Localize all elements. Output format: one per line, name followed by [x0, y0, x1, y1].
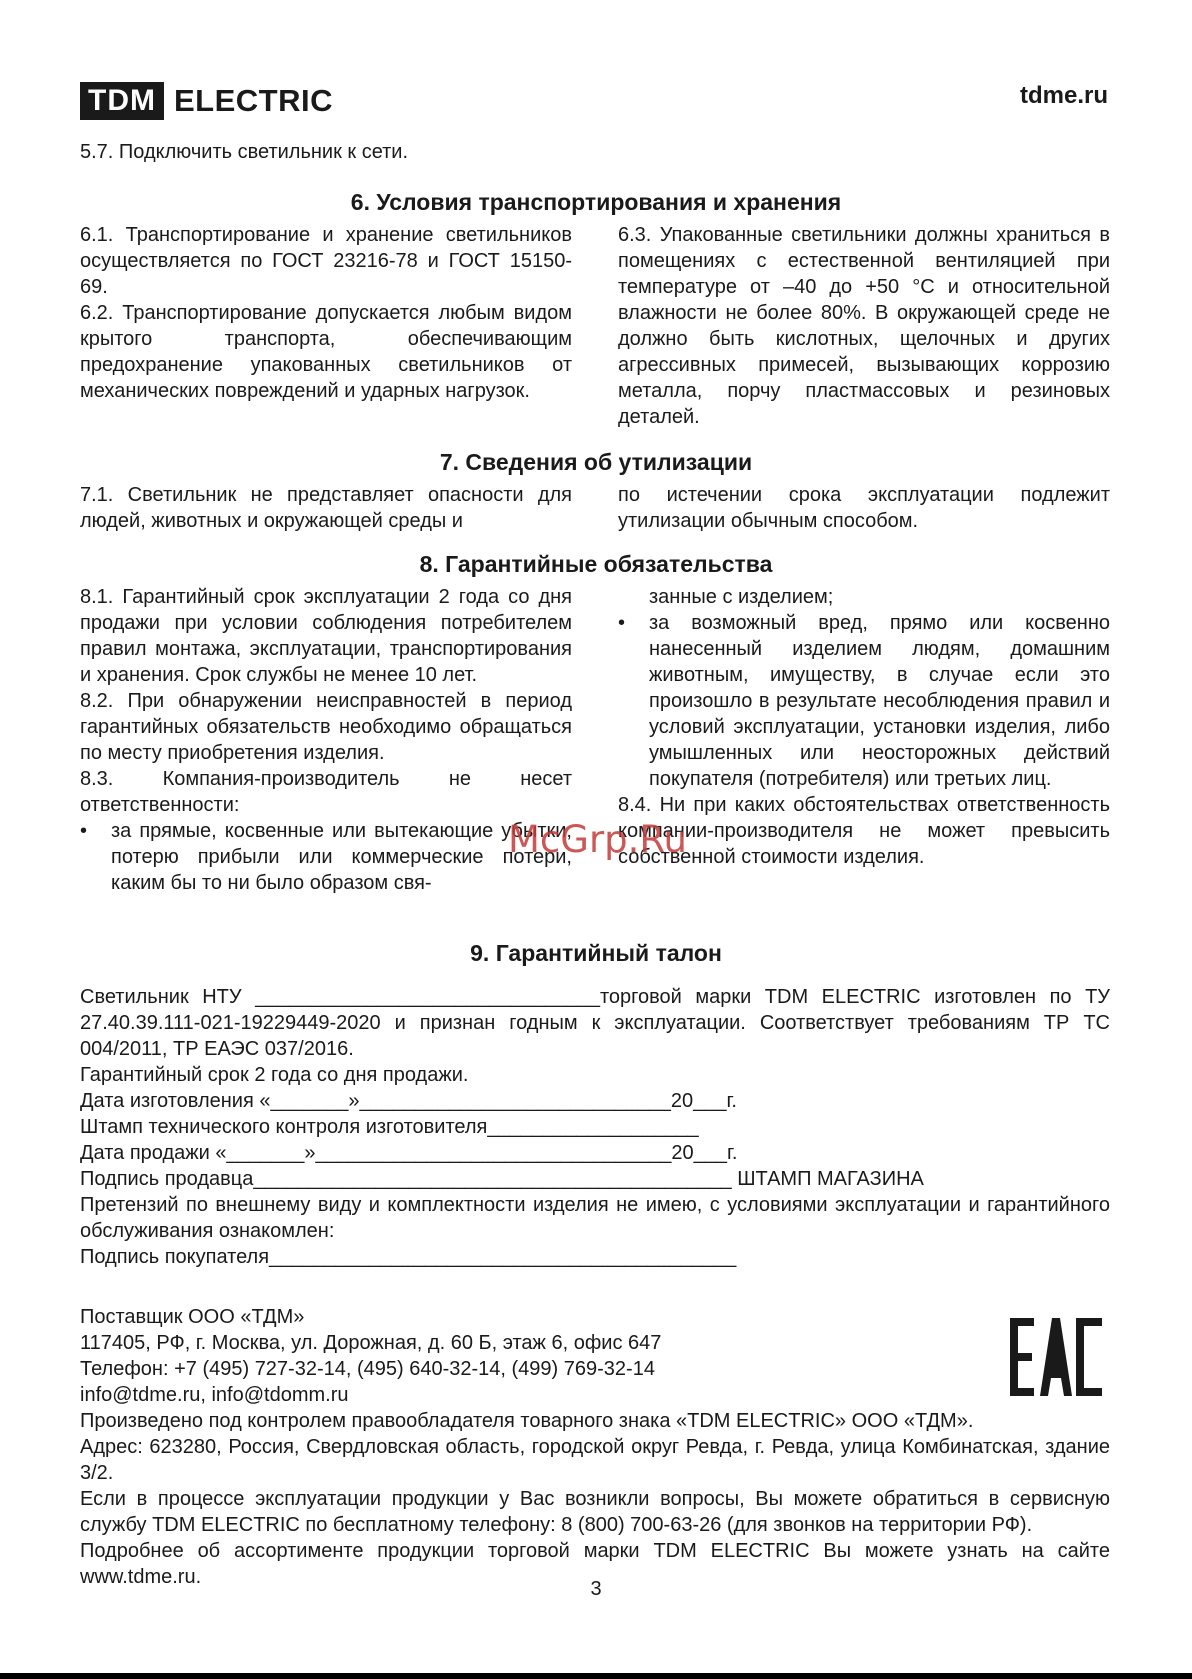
section-9-title: 9. Гарантийный талон [470, 940, 722, 966]
section-7-right-column [618, 482, 1110, 534]
eac-mark-icon [1010, 1318, 1102, 1396]
bottom-border [0, 1673, 1192, 1679]
produced-under: Произведено под контролем правообладателя товарного знака «TDM ELECTRIC» ООО «ТДМ». [80, 1410, 974, 1432]
section-8-title: 8. Гарантийные обязательства [419, 551, 773, 577]
production-address: Адрес: 623280, Россия, Свердловская область, городской округ Ревда, г. Ревда, улица Комбинатская, здание 3/2. [80, 1436, 1110, 1484]
logo-box: TDM [80, 82, 164, 120]
supplier-info [80, 1304, 1110, 1590]
para-8-2: 8.2. При обнаружении неисправностей в период гарантийных обязательств необходимо обращаться по месту приобретения изделия. [80, 690, 572, 764]
manufacture-date-field: Дата изготовления «_______»____________________________20___г. [80, 1090, 737, 1112]
supplier-name: Поставщик ООО «ТДМ» [80, 1306, 305, 1328]
logo-text: ELECTRIC [173, 83, 333, 118]
warranty-intro: Светильник НТУ _______________________________торговой марки TDM ELECTRIC изготовлен по ТУ 27.40.39.111-021-19229449-2020 и признан годным к эксплуатации. Соответствует требованиям ТР ТС 004/2011, ТР ЕАЭС 037/2016. [80, 986, 1110, 1060]
para-6-3: 6.3. Упакованные светильники должны храниться в помещениях с естественной вентиляцией при температуре от –40 до +50 °С и относительной влажности не более 80%. В окружающей среде не должно быть кислотных, щелочных и других агрессивных примесей, вызывающих коррозию металла, порчу пластмассовых и резиновых деталей. [618, 224, 1110, 428]
supplier-address: 117405, РФ, г. Москва, ул. Дорожная, д. 60 Б, этаж 6, офис 647 [80, 1332, 662, 1354]
sale-date-field: Дата продажи «_______»________________________________20___г. [80, 1142, 738, 1164]
para-8-4: 8.4. Ни при каких обстоятельствах ответственность компании-производителя не может превысить собственной стоимости изделия. [618, 794, 1110, 868]
supplier-phone: Телефон: +7 (495) 727-32-14, (495) 640-32-14, (499) 769-32-14 [80, 1358, 655, 1380]
page-number: 3 [590, 1578, 602, 1600]
more-info: Подробнее об ассортименте продукции торговой марки TDM ELECTRIC Вы можете узнать на сайте www.tdme.ru. [80, 1540, 1110, 1588]
claims-statement: Претензий по внешнему виду и комплектности изделия не имею, с условиями эксплуатации и гарантийного обслуживания ознакомлен: [80, 1194, 1110, 1242]
supplier-email[interactable]: info@tdme.ru, info@tdomm.ru [80, 1384, 349, 1406]
para-7-1-part2: по истечении срока эксплуатации подлежит утилизации обычным способом. [618, 484, 1110, 532]
list-item: • за возможный вред, прямо или косвенно нанесенный изделием людям, домашним животным, имуществу, в случае если это произошло в результате несоблюдения правил и условий эксплуатации, установки изделия, либо умышленных или неосторожных действий покупателя (потребителя) или третьих лиц. [618, 610, 1110, 792]
service-info: Если в процессе эксплуатации продукции у Вас возникли вопросы, Вы можете обратиться в сервисную службу TDM ELECTRIC по бесплатному телефону: 8 (800) 700-63-26 (для звонков на территории РФ). [80, 1488, 1110, 1536]
warranty-period: Гарантийный срок 2 года со дня продажи. [80, 1064, 469, 1086]
list-item: • за прямые, косвенные или вытекающие убытки, потерю прибыли или коммерческие потери, каким бы то ни было образом свя- [80, 818, 572, 896]
para-8-3: 8.3. Компания-производитель не несет ответственности: [80, 768, 572, 816]
step-5-7: 5.7. Подключить светильник к сети. [80, 141, 409, 163]
buyer-signature-field: Подпись покупателя__________________________________________ [80, 1246, 737, 1268]
tdm-logo [80, 82, 333, 120]
section-8-right-column [618, 584, 1110, 870]
qc-stamp-field: Штамп технического контроля изготовителя___________________ [80, 1116, 699, 1138]
warranty-card [80, 984, 1110, 1270]
section-6-right-column [618, 222, 1110, 430]
section-6-left-column [80, 222, 572, 404]
para-6-2: 6.2. Транспортирование допускается любым видом крытого транспорта, обеспечивающим предохранение упакованных светильников от механических повреждений и ударных нагрузок. [80, 302, 572, 402]
section-6-title: 6. Условия транспортирования и хранения [350, 189, 842, 215]
section-8-left-column [80, 584, 572, 896]
section-7-left-column [80, 482, 572, 534]
para-8-1: 8.1. Гарантийный срок эксплуатации 2 года со дня продажи при условии соблюдения потребителем правил монтажа, эксплуатации, транспортирования и хранения. Срок службы не менее 10 лет. [80, 586, 572, 686]
para-6-1: 6.1. Транспортирование и хранение светильников осуществляется по ГОСТ 23216-78 и ГОСТ 15150-69. [80, 224, 572, 298]
para-7-1-part1: 7.1. Светильник не представляет опасности для людей, животных и окружающей среды и [80, 484, 572, 532]
site-url[interactable]: tdme.ru [1019, 82, 1108, 109]
list-item-continued: занные с изделием; [649, 586, 834, 608]
section-7-title: 7. Сведения об утилизации [439, 449, 753, 475]
watermark: McGrp.Ru [508, 818, 687, 861]
seller-signature-field: Подпись продавца___________________________________________ ШТАМП МАГАЗИНА [80, 1168, 924, 1190]
